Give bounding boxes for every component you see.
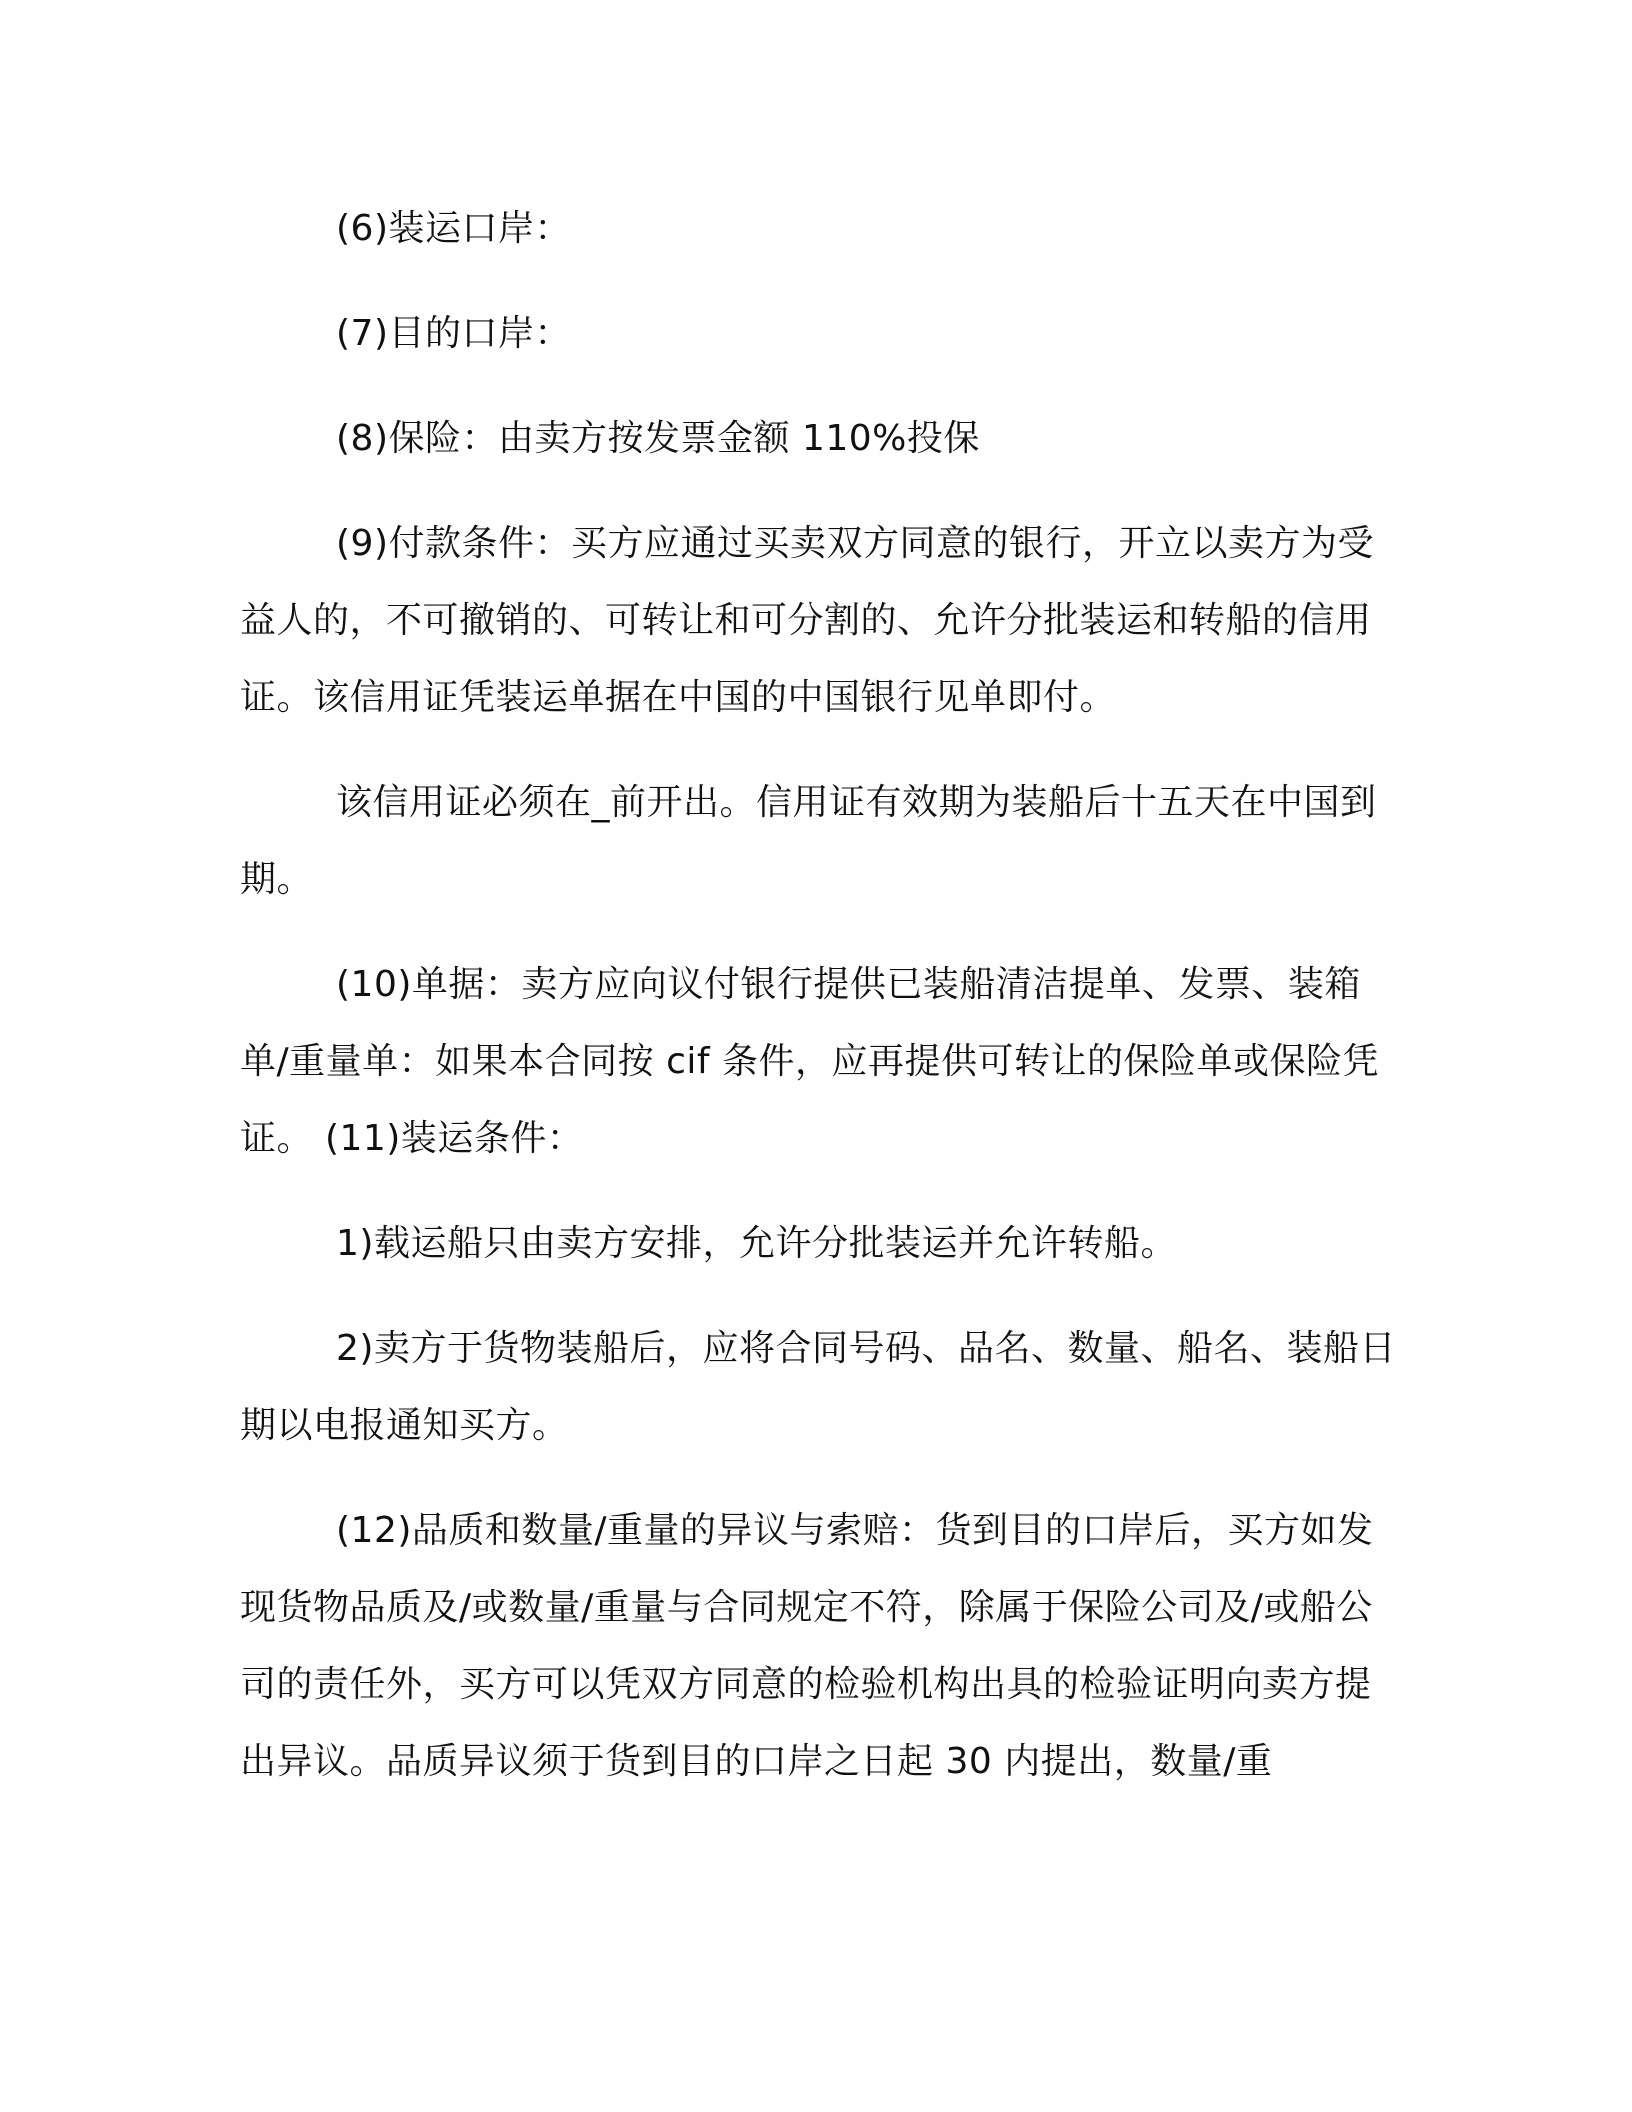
paragraph-credit-validity: 该信用证必须在_前开出。信用证有效期为装船后十五天在中国到期。 — [240, 782, 1377, 900]
paragraph-shipping-notice: 2)卖方于货物装船后，应将合同号码、品名、数量、船名、装船日期以电报通知买方。 — [240, 1328, 1396, 1446]
paragraph-shipping-vessel: 1)载运船只由卖方安排，允许分批装运并允许转船。 — [336, 1223, 1177, 1264]
paragraph-insurance: (8)保险：由卖方按发票金额 110%投保 — [336, 418, 980, 459]
document-body — [240, 190, 1400, 1828]
paragraph-loading-port: (6)装运口岸： — [336, 208, 571, 249]
paragraph-destination-port: (7)目的口岸： — [336, 313, 571, 354]
paragraph-payment-terms: (9)付款条件：买方应通过买卖双方同意的银行，开立以卖方为受益人的，不可撤销的、可转让和可分割的、允许分批装运和转船的信用证。该信用证凭装运单据在中国的中国银行见单即付。 — [240, 523, 1374, 718]
paragraph-quality-claims: (12)品质和数量/重量的异议与索赔：货到目的口岸后，买方如发现货物品质及/或数量/重量与合同规定不符，除属于保险公司及/或船公司的责任外，买方可以凭双方同意的检验机构出具的检验证明向卖方提出异议。品质异议须于货到目的口岸之日起 30 内提出，数量/重 — [240, 1510, 1374, 1782]
paragraph-documents: (10)单据：卖方应向议付银行提供已装船清洁提单、发票、装箱单/重量单：如果本合同按 cif 条件，应再提供可转让的保险单或保险凭证。 (11)装运条件： — [240, 964, 1379, 1159]
